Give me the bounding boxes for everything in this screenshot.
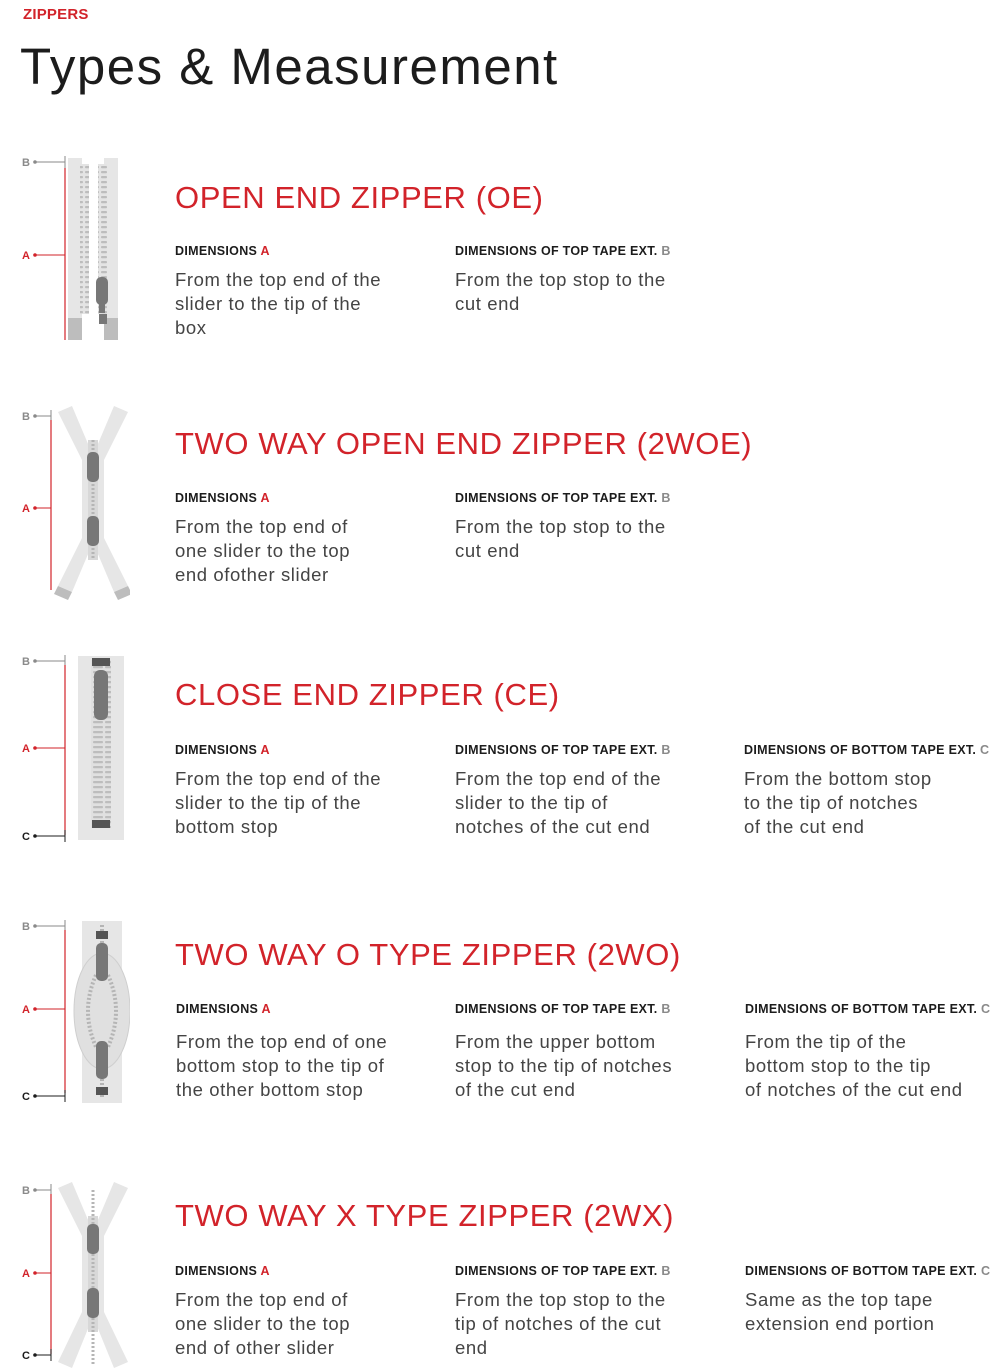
dimension-label: DIMENSIONS	[175, 743, 258, 757]
dimension-description: From the top stop to the cut end	[455, 516, 666, 561]
zipper-section-2wo	[0, 915, 1000, 1110]
dimension-description: From the upper bottom stop to the tip of notches of the cut end	[455, 1031, 673, 1100]
zipper-section-2wx	[0, 1176, 1000, 1371]
label-c: C	[22, 1350, 30, 1362]
dimension-letter: B	[661, 491, 671, 505]
dimension-label: DIMENSIONS OF TOP TAPE EXT.	[455, 491, 658, 505]
label-b: B	[22, 157, 30, 169]
dimension-description: From the top stop to the tip of notches of the cut end	[455, 1289, 666, 1358]
page-title: Types & Measurement	[20, 38, 559, 95]
dimension-label: DIMENSIONS OF BOTTOM TAPE EXT.	[745, 1002, 978, 1016]
dimension-label: DIMENSIONS OF BOTTOM TAPE EXT.	[745, 1264, 978, 1278]
dimension-description: From the top end of one slider to the top end of other slider	[175, 1289, 351, 1358]
zipper-title: TWO WAY OPEN END ZIPPER (2WOE)	[175, 426, 753, 461]
dimension-column-a	[175, 1263, 350, 1360]
dimension-letter: C	[980, 1264, 991, 1278]
dimension-label: DIMENSIONS	[175, 491, 258, 505]
dimension-column-a	[176, 1001, 387, 1102]
dimension-letter: B	[661, 244, 671, 258]
dimension-description: From the top end of one slider to the top end ofother slider	[175, 516, 351, 585]
dimension-label: DIMENSIONS OF TOP TAPE EXT.	[455, 1002, 658, 1016]
zipper-title: CLOSE END ZIPPER (CE)	[175, 677, 560, 712]
dimension-letter: A	[260, 491, 270, 505]
label-a: A	[22, 250, 30, 262]
two-way-x-type-zipper-icon	[20, 1176, 130, 1371]
dimension-label: DIMENSIONS OF TOP TAPE EXT.	[455, 244, 658, 258]
dimension-letter: B	[661, 1002, 671, 1016]
section-eyebrow: ZIPPERS	[23, 6, 89, 23]
dimension-label: DIMENSIONS OF TOP TAPE EXT.	[455, 743, 658, 757]
dimension-description: From the top stop to the cut end	[455, 269, 666, 314]
label-c: C	[22, 831, 30, 843]
dimension-column-a	[175, 490, 350, 587]
dimension-letter: C	[980, 1002, 991, 1016]
zipper-title: OPEN END ZIPPER (OE)	[175, 180, 544, 215]
label-c: C	[22, 1091, 30, 1103]
dimension-label: DIMENSIONS OF TOP TAPE EXT.	[455, 1264, 658, 1278]
dimension-label: DIMENSIONS	[175, 244, 258, 258]
dimension-column-c	[745, 1263, 990, 1336]
label-b: B	[22, 1185, 30, 1197]
dimension-label: DIMENSIONS	[176, 1002, 259, 1016]
dimension-description: From the top end of the slider to the tip of notches of the cut end	[455, 768, 662, 837]
dimension-column-c	[745, 1001, 990, 1102]
zipper-section-oe	[0, 150, 1000, 350]
dimension-description: From the tip of the bottom stop to the tip of notches of the cut end	[745, 1031, 963, 1100]
close-end-zipper-icon	[20, 650, 130, 850]
dimension-column-a	[175, 243, 381, 340]
dimension-letter: A	[260, 244, 270, 258]
dimension-description: Same as the top tape extension end portion	[745, 1289, 935, 1334]
dimension-description: From the top end of one bottom stop to the tip of the other bottom stop	[176, 1031, 388, 1100]
open-end-zipper-icon	[20, 150, 130, 350]
dimension-description: From the top end of the slider to the tip of the box	[175, 269, 382, 338]
two-way-open-end-zipper-icon	[20, 400, 130, 600]
dimension-column-b	[455, 490, 671, 563]
dimension-letter: B	[661, 1264, 671, 1278]
dimension-column-c	[744, 742, 989, 839]
label-a: A	[22, 1268, 30, 1280]
dimension-column-b	[455, 1001, 672, 1102]
label-b: B	[22, 411, 30, 423]
label-b: B	[22, 921, 30, 933]
dimension-letter: C	[979, 743, 990, 757]
dimension-column-b	[455, 243, 671, 316]
dimension-column-b	[455, 742, 671, 839]
dimension-description: From the bottom stop to the tip of notches of the cut end	[744, 768, 932, 837]
zipper-title: TWO WAY O TYPE ZIPPER (2WO)	[175, 937, 681, 972]
label-a: A	[22, 503, 30, 515]
dimension-label: DIMENSIONS	[175, 1264, 258, 1278]
dimension-description: From the top end of the slider to the tip of the bottom stop	[175, 768, 382, 837]
dimension-label: DIMENSIONS OF BOTTOM TAPE EXT.	[744, 743, 977, 757]
dimension-column-b	[455, 1263, 671, 1360]
dimension-column-a	[175, 742, 381, 839]
label-a: A	[22, 1004, 30, 1016]
dimension-letter: A	[260, 743, 270, 757]
zipper-section-ce	[0, 650, 1000, 850]
zipper-title: TWO WAY X TYPE ZIPPER (2WX)	[175, 1198, 675, 1233]
label-b: B	[22, 656, 30, 668]
label-a: A	[22, 743, 30, 755]
two-way-o-type-zipper-icon	[20, 915, 130, 1110]
dimension-letter: A	[261, 1002, 271, 1016]
zipper-section-2woe	[0, 400, 1000, 600]
dimension-letter: B	[661, 743, 671, 757]
dimension-letter: A	[260, 1264, 270, 1278]
